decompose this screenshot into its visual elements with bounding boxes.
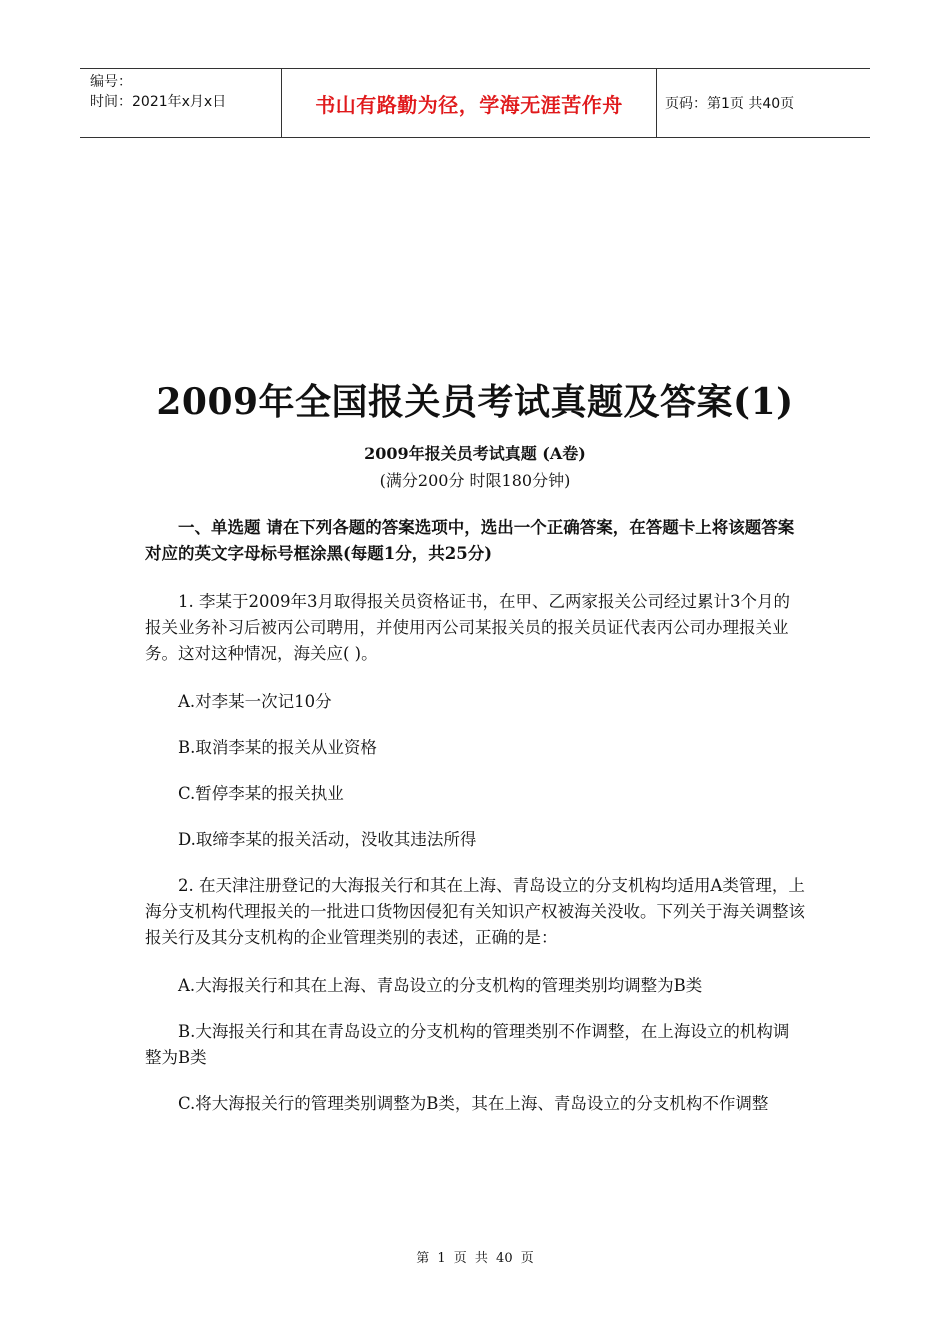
answer-option: C.暂停李某的报关执业 <box>178 784 344 803</box>
answer-option: A.大海报关行和其在上海、青岛设立的分支机构的管理类别均调整为B类 <box>178 976 703 995</box>
answer-option: C.将大海报关行的管理类别调整为B类，其在上海、青岛设立的分支机构不作调整 <box>178 1094 769 1113</box>
answer-option: D.取缔李某的报关活动，没收其违法所得 <box>178 830 477 849</box>
document-header <box>80 68 870 138</box>
question-stem: 2. 在天津注册登记的大海报关行和其在上海、青岛设立的分支机构均适用A类管理，上海分支机构代理报关的一批进口货物因侵犯有关知识产权被海关没收。下列关于海关调整该报关行及其分支机构的企业管理类别的表述，正确的是： <box>145 876 805 947</box>
page-footer: 第 1 页 共 40 页 <box>416 1251 534 1266</box>
motto: 书山有路勤为径，学海无涯苦作舟 <box>315 92 623 117</box>
exam-note: (满分200分 时限180分钟) <box>379 471 571 490</box>
question-stem: 1. 李某于2009年3月取得报关员资格证书，在甲、乙两家报关公司经过累计3个月的报关业务补习后被丙公司聘用，并使用丙公司某报关员的报关员证代表丙公司办理报关业务。这对这种情况，海关应( )。 <box>145 592 790 663</box>
answer-option: B.取消李某的报关从业资格 <box>178 738 377 757</box>
document-subtitle: 2009年报关员考试真题 (A卷) <box>364 444 586 463</box>
answer-option: B.大海报关行和其在青岛设立的分支机构的管理类别不作调整，在上海设立的机构调整为B类 <box>145 1022 790 1067</box>
header-motto-cell <box>282 69 657 137</box>
page-info: 页码：第1页 共40页 <box>665 96 795 112</box>
document-body <box>145 515 805 1137</box>
document-title: 2009年全国报关员考试真题及答案(1) <box>156 381 794 423</box>
header-page-info-cell <box>657 69 870 137</box>
header-meta <box>80 69 282 137</box>
answer-option: A.对李某一次记10分 <box>178 692 332 711</box>
number-label: 编号： <box>90 74 132 90</box>
time-label: 时间：2021年x月x日 <box>90 94 227 110</box>
section-heading: 一、单选题 请在下列各题的答案选项中，选出一个正确答案，在答题卡上将该题答案对应的英文字母标号框涂黑(每题1分，共25分) <box>145 518 795 563</box>
